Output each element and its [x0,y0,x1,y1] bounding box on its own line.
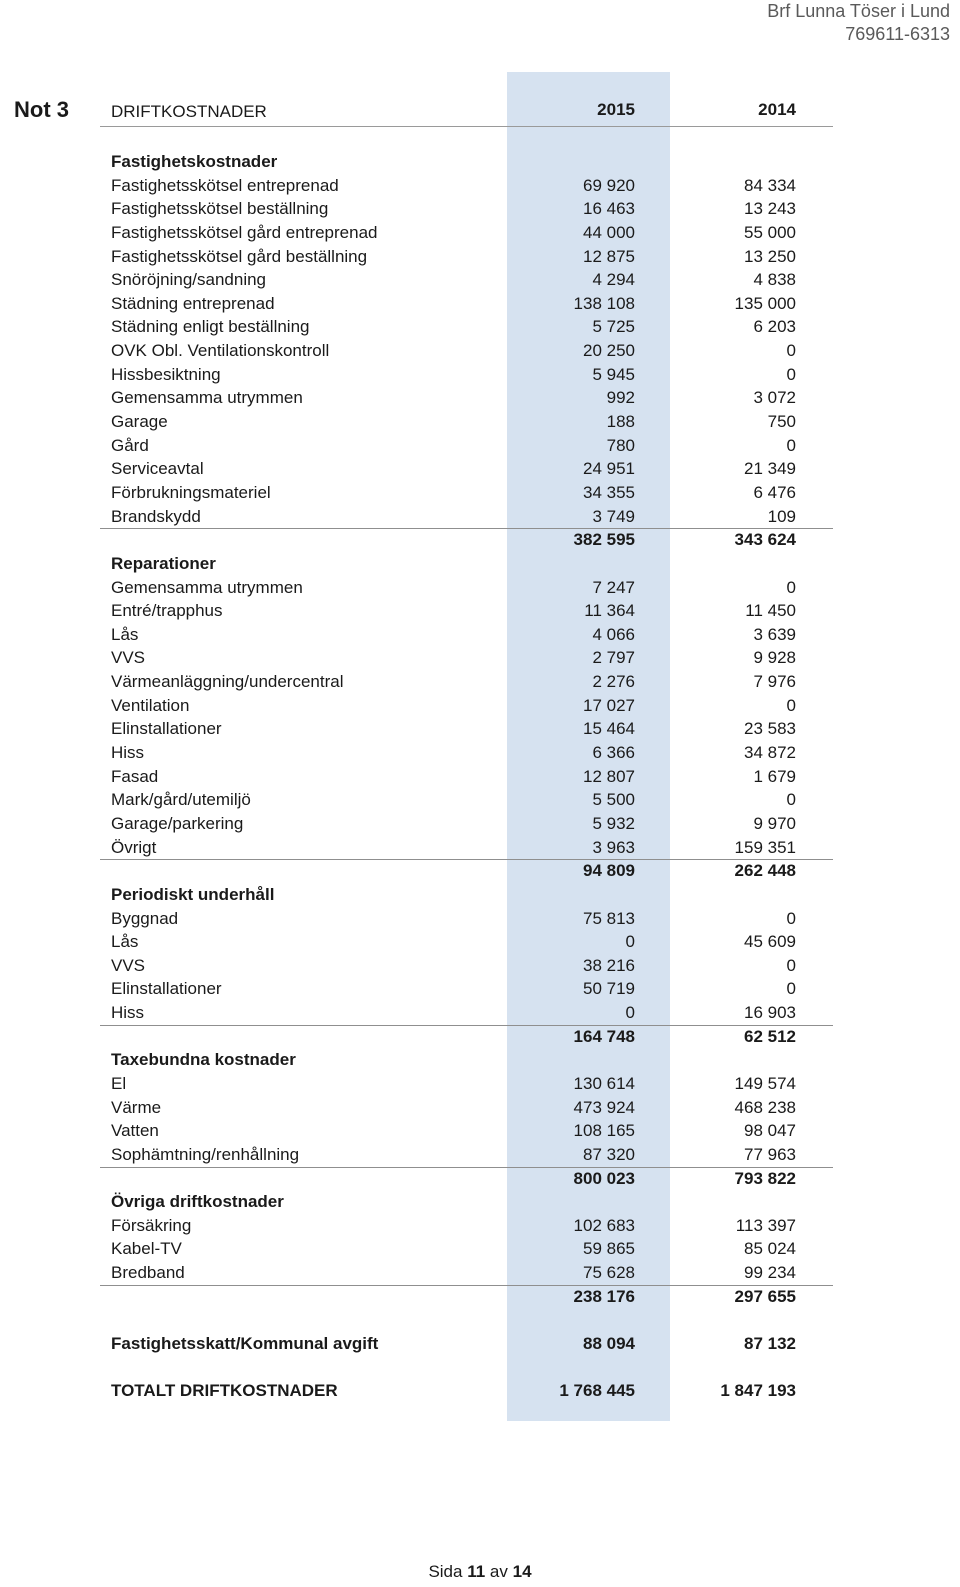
table-row [0,717,960,741]
value-current-year: 24 951 [583,459,635,479]
table-row [0,1214,960,1238]
row-label: TOTALT DRIFTKOSTNADER [111,1381,338,1401]
value-previous-year: 0 [786,364,796,384]
table-row [0,977,960,1001]
row-label: Elinstallationer [111,719,222,739]
value-current-year: 0 [625,932,635,952]
value-current-year: 50 719 [583,979,635,999]
table-row [0,292,960,316]
value-previous-year: 0 [786,979,796,999]
table-row [0,954,960,978]
value-previous-year: 13 243 [744,199,796,219]
value-current-year: 800 023 [573,1168,635,1188]
value-previous-year: 3 639 [753,624,796,644]
subtotal-row [0,1025,960,1049]
value-previous-year: 750 [767,412,796,432]
year-header-previous: 2014 [758,100,796,119]
table-row [0,457,960,481]
table-row [0,765,960,789]
row-label: Taxebundna kostnader [111,1050,296,1070]
section-heading [0,883,960,907]
row-label: Brandskydd [111,506,201,526]
value-current-year: 102 683 [573,1215,635,1235]
table-row [0,1143,960,1167]
table-row [0,694,960,718]
value-current-year: 17 027 [583,695,635,715]
row-label: Städning entreprenad [111,293,275,313]
value-current-year: 69 920 [583,175,635,195]
row-label: Byggnad [111,908,179,928]
row-label: VVS [111,648,146,668]
value-previous-year: 85 024 [744,1239,796,1259]
organization-name: Brf Lunna Töser i Lund [767,1,950,21]
row-label: Bredband [111,1263,185,1283]
row-label: Fastighetsskötsel gård entreprenad [111,222,378,242]
value-current-year: 473 924 [573,1097,635,1117]
value-current-year: 4 066 [592,624,635,644]
row-label: Värme [111,1097,162,1117]
row-label: Hiss [111,1003,145,1023]
value-current-year: 5 932 [592,813,635,833]
table-row [0,434,960,458]
row-label: Serviceavtal [111,459,204,479]
row-label: Hissbesiktning [111,364,221,384]
value-previous-year: 0 [786,908,796,928]
row-label: Gemensamma utrymmen [111,388,303,408]
organization-number: 769611-6313 [845,24,950,44]
row-label: Förbrukningsmateriel [111,482,271,502]
row-label: Mark/gård/utemiljö [111,790,251,810]
page-footer [0,1562,960,1582]
table-row [0,836,960,860]
value-current-year: 38 216 [583,955,635,975]
value-previous-year: 1 679 [753,766,796,786]
table-row [0,363,960,387]
row-label: Värmeanläggning/undercentral [111,672,344,692]
value-current-year: 2 797 [592,648,635,668]
value-previous-year: 0 [786,577,796,597]
value-current-year: 94 809 [583,861,635,881]
row-label: Fastighetskostnader [111,152,278,171]
table-row [0,197,960,221]
row-label: Fastighetsskötsel beställning [111,199,329,219]
row-label: Hiss [111,743,145,763]
cost-table [0,150,960,1403]
row-label: Sophämtning/renhållning [111,1144,300,1164]
value-previous-year: 9 970 [753,813,796,833]
value-previous-year: 0 [786,695,796,715]
row-label: Fasad [111,766,159,786]
value-current-year: 188 [606,412,635,432]
value-previous-year: 6 203 [753,317,796,337]
value-previous-year: 21 349 [744,459,796,479]
row-label: Övrigt [111,837,157,857]
value-previous-year: 84 334 [744,175,796,195]
value-current-year: 130 614 [573,1073,635,1093]
footer-prefix: Sida [428,1562,463,1581]
value-current-year: 59 865 [583,1239,635,1259]
row-label: Städning enligt beställning [111,317,310,337]
row-label: Försäkring [111,1215,192,1235]
row-label: Fastighetsskötsel entreprenad [111,175,339,195]
year-header-current: 2015 [597,100,635,119]
table-row [0,907,960,931]
row-label: Snöröjning/sandning [111,270,267,290]
value-previous-year: 149 574 [734,1073,796,1093]
table-row [0,221,960,245]
organization-info [767,0,950,46]
table-row [0,1001,960,1025]
row-label: Gemensamma utrymmen [111,577,303,597]
table-row [0,1261,960,1285]
total-row [0,1332,960,1356]
row-label: Garage [111,412,168,432]
value-previous-year: 34 872 [744,743,796,763]
value-current-year: 6 366 [592,743,635,763]
header-divider [100,126,833,127]
value-previous-year: 62 512 [744,1026,796,1046]
value-current-year: 382 595 [573,530,635,550]
spacer-row [0,1308,960,1332]
subtotal-row [0,1167,960,1191]
value-previous-year: 262 448 [734,861,796,881]
value-current-year: 44 000 [583,222,635,242]
row-label: Periodiskt underhåll [111,884,275,904]
spacer-row [0,1356,960,1380]
value-current-year: 108 165 [573,1121,635,1141]
table-row [0,174,960,198]
table-row [0,481,960,505]
value-current-year: 75 813 [583,908,635,928]
section-heading [0,1048,960,1072]
value-previous-year: 793 822 [734,1168,796,1188]
row-label: VVS [111,955,146,975]
table-row [0,623,960,647]
section-heading [0,552,960,576]
value-current-year: 5 945 [592,364,635,384]
value-current-year: 5 500 [592,790,635,810]
row-label: Fastighetsskatt/Kommunal avgift [111,1334,379,1354]
footer-page-number: 11 [467,1562,486,1581]
value-previous-year: 3 072 [753,388,796,408]
row-label: Gård [111,435,149,455]
row-label: Elinstallationer [111,979,222,999]
value-previous-year: 9 928 [753,648,796,668]
table-row [0,930,960,954]
value-current-year: 4 294 [592,270,635,290]
subtotal-row [0,528,960,552]
row-label: Fastighetsskötsel gård beställning [111,246,368,266]
value-current-year: 3 749 [592,506,635,526]
table-row [0,670,960,694]
subtotal-row [0,1285,960,1309]
value-current-year: 164 748 [573,1026,635,1046]
footer-middle: av [489,1562,508,1581]
table-row [0,245,960,269]
value-current-year: 16 463 [583,199,635,219]
value-current-year: 5 725 [592,317,635,337]
row-label: OVK Obl. Ventilationskontroll [111,341,330,361]
value-previous-year: 1 847 193 [720,1381,796,1401]
table-row [0,788,960,812]
value-current-year: 20 250 [583,341,635,361]
subtotal-row [0,859,960,883]
row-label: Kabel-TV [111,1239,182,1259]
value-previous-year: 343 624 [734,530,796,550]
value-current-year: 75 628 [583,1263,635,1283]
value-previous-year: 7 976 [753,672,796,692]
value-current-year: 780 [606,435,635,455]
table-row [0,505,960,529]
row-label: Entré/trapphus [111,601,223,621]
value-previous-year: 0 [786,341,796,361]
value-current-year: 87 320 [583,1144,635,1164]
value-previous-year: 6 476 [753,482,796,502]
value-previous-year: 23 583 [744,719,796,739]
row-label: Ventilation [111,695,190,715]
row-label: El [111,1073,127,1093]
table-row [0,268,960,292]
value-previous-year: 11 450 [745,601,796,621]
value-previous-year: 99 234 [744,1263,796,1283]
row-label: Garage/parkering [111,813,244,833]
row-label: Övriga driftkostnader [111,1192,284,1212]
value-previous-year: 113 397 [735,1215,796,1235]
table-row [0,315,960,339]
value-previous-year: 13 250 [744,246,796,266]
value-previous-year: 297 655 [734,1286,796,1306]
note-number: Not 3 [14,97,69,122]
table-row [0,1237,960,1261]
section-heading [0,150,960,174]
value-current-year: 2 276 [592,672,635,692]
value-current-year: 138 108 [573,293,635,313]
value-previous-year: 0 [786,790,796,810]
table-row [0,576,960,600]
value-current-year: 238 176 [573,1286,635,1306]
value-previous-year: 159 351 [734,837,796,857]
value-previous-year: 0 [786,435,796,455]
value-previous-year: 16 903 [744,1003,796,1023]
value-current-year: 992 [606,388,635,408]
value-current-year: 1 768 445 [559,1381,635,1401]
value-current-year: 0 [625,1003,635,1023]
value-current-year: 12 875 [583,246,635,266]
table-row [0,1096,960,1120]
table-row [0,812,960,836]
section-heading [0,1190,960,1214]
value-current-year: 7 247 [592,577,635,597]
value-previous-year: 55 000 [744,222,796,242]
table-row [0,410,960,434]
note-header [0,95,960,127]
value-current-year: 11 364 [584,601,635,621]
row-label: Vatten [111,1121,159,1141]
value-previous-year: 109 [767,506,796,526]
value-previous-year: 77 963 [744,1144,796,1164]
value-previous-year: 98 047 [744,1121,796,1141]
value-current-year: 12 807 [583,766,635,786]
value-previous-year: 468 238 [734,1097,796,1117]
table-row [0,646,960,670]
value-previous-year: 87 132 [744,1334,796,1354]
value-previous-year: 135 000 [734,293,796,313]
row-label: Reparationer [111,553,216,573]
value-previous-year: 4 838 [753,270,796,290]
row-label: Lås [111,624,139,644]
value-current-year: 3 963 [592,837,635,857]
table-row [0,741,960,765]
footer-page-total: 14 [512,1562,532,1581]
row-label: Lås [111,932,139,952]
value-current-year: 88 094 [583,1334,635,1354]
table-row [0,1072,960,1096]
value-previous-year: 45 609 [744,932,796,952]
table-row [0,599,960,623]
total-row [0,1379,960,1403]
table-row [0,1119,960,1143]
value-current-year: 15 464 [583,719,635,739]
table-row [0,339,960,363]
value-previous-year: 0 [786,955,796,975]
note-title: DRIFTKOSTNADER [111,102,267,121]
value-current-year: 34 355 [583,482,635,502]
table-row [0,386,960,410]
